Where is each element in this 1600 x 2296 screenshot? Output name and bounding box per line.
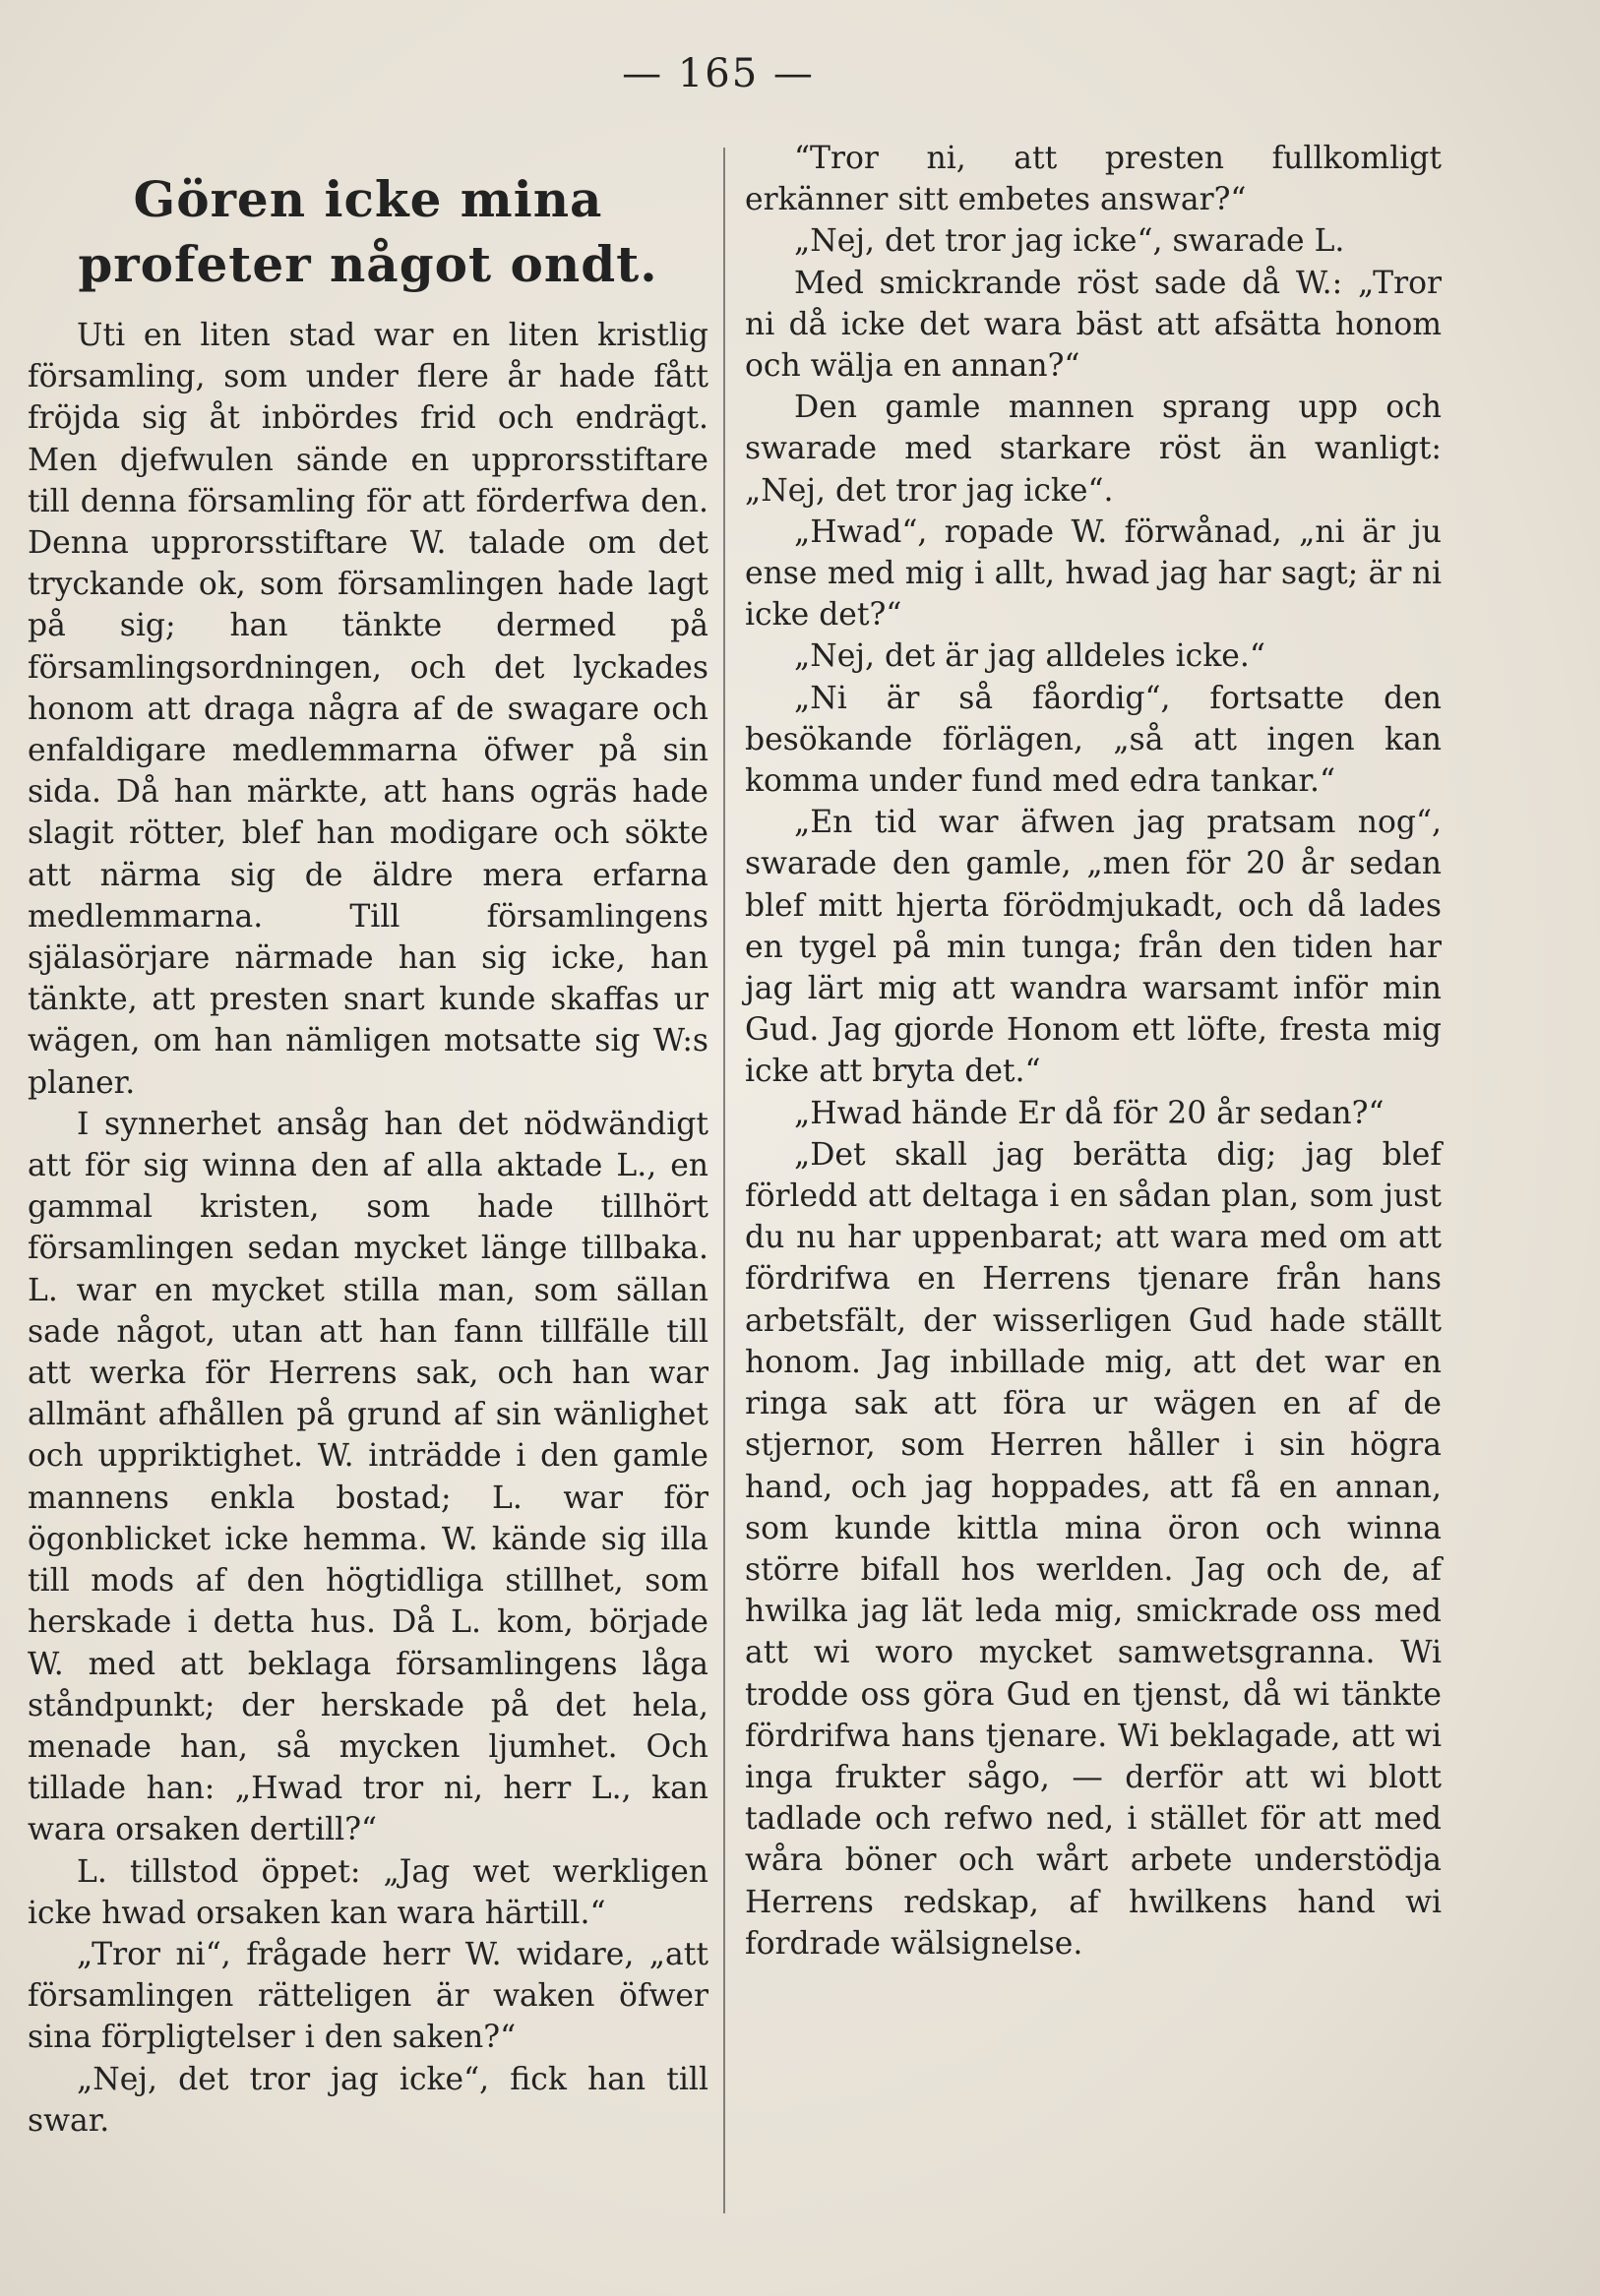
column-divider bbox=[723, 148, 725, 2213]
paragraph: Den gamle mannen sprang upp och swarade med starkare röst än wanligt: „Nej, det tror jag icke“. bbox=[745, 390, 1442, 509]
paragraph: „En tid war äfwen jag pratsam nog“, swarade den gamle, „men för 20 år sedan blef mitt hjerta förödmjukadt, och då lades en tygel på min tunga; från den tiden har jag lärt mig att wandra warsamt inför min Gud. Jag gjorde Honom ett löfte, fresta mig icke att bryta det.“ bbox=[745, 805, 1442, 1090]
paragraph: Uti en liten stad war en liten kristlig församling, som under flere år hade fått fröjda sig åt inbördes frid och endrägt. Men djefwulen sände en upprorsstiftare till denna församling för att förderfwa den. Denna upprorsstiftare W. talade om det tryckande ok, som församlingen hade lagt på sig; han tänkte dermed på församlingsordningen, och det lyckades honom att draga några af de swagare och enfaldigare medlemmarna öfwer på sin sida. Då han märkte, att hans ogräs hade slagit rötter, blef han modigare och sökte att närma sig de äldre mera erfarna medlemmarna. Till församlingens själasörjare närmade han sig icke, han tänkte, att presten snart kunde skaffas ur wägen, om han nämligen motsatte sig W:s planer. bbox=[28, 318, 708, 1101]
paragraph: „Ni är så fåordig“, fortsatte den besökande förlägen, „så att ingen kan komma under fund med edra tankar.“ bbox=[745, 680, 1442, 800]
paragraph: I synnerhet ansåg han det nödwändigt att för sig winna den af alla aktade L., en gammal kristen, som hade tillhört församlingen sedan mycket länge tillbaka. L. war en mycket stilla man, som sällan sade något, utan att han fann tillfälle till att werka för Herrens sak, och han war allmänt afhållen på grund af sin wänlighet och uppriktighet. W. inträdde i den gamle mannens enkla bostad; L. war för ögonblicket icke hemma. W. kände sig illa till mods af den högtidliga stillhet, som herskade i detta hus. Då L. kom, började W. med att beklaga församlingens låga ståndpunkt; der herskade på det hela, menade han, så mycken ljumhet. Och tillade han: „Hwad tror ni, herr L., kan wara orsaken dertill?“ bbox=[28, 1106, 708, 1848]
paragraph: „Nej, det är jag alldeles icke.“ bbox=[794, 638, 1265, 675]
paragraph: „Nej, det tror jag icke“, swarade L. bbox=[794, 223, 1345, 260]
paragraph: “Tror ni, att presten fullkomligt erkänner sitt embetes answar?“ bbox=[745, 141, 1442, 218]
paragraph: „Det skall jag berätta dig; jag blef förledd att deltaga i en sådan plan, som just du nu har uppenbarat; att wara med om att fördrifwa en Herrens tjenare från hans arbetsfält, der wisserligen Gud hade ställt honom. Jag inbillade mig, att det war en ringa sak att föra ur wägen en af de stjernor, som Herren håller i sin högra hand, och jag hoppades, att få en annan, som kunde kittla mina öron och winna större bifall hos werlden. Jag och de, af hwilka jag lät leda mig, smickrade oss med att wi woro mycket samwetsgranna. Wi trodde oss göra Gud en tjenst, då wi tänkte fördrifwa hans tjenare. Wi beklagade, att wi inga frukter sågo, — derför att wi blott tadlade och refwo ned, i stället för att med wåra böner och wårt arbete understödja Herrens redskap, af hwilkens hand wi fordrade wälsignelse. bbox=[745, 1136, 1442, 1962]
paragraph: „Nej, det tror jag icke“, fick han till swar. bbox=[28, 2061, 708, 2139]
right-column bbox=[745, 138, 1442, 1964]
paragraph: Med smickrande röst sade då W.: „Tror ni då icke det wara bäst att afsätta honom och wälja en annan?“ bbox=[745, 265, 1442, 385]
paragraph: „Hwad hände Er då för 20 år sedan?“ bbox=[794, 1095, 1385, 1131]
paragraph: L. tillstod öppet: „Jag wet werkligen icke hwad orsaken kan wara härtill.“ bbox=[28, 1853, 708, 1931]
left-column bbox=[28, 138, 708, 2142]
paragraph: „Tror ni“, frågade herr W. widare, „att församlingen rätteligen är waken öfwer sina förpligtelser i den saken?“ bbox=[28, 1936, 708, 2056]
article-title: Gören icke mina profeter något ondt. bbox=[78, 170, 658, 293]
paragraph: „Hwad“, ropade W. förwånad, „ni är ju ense med mig i allt, hwad jag har sagt; är ni icke det?“ bbox=[745, 514, 1442, 634]
page-number: — 165 — bbox=[622, 51, 815, 96]
